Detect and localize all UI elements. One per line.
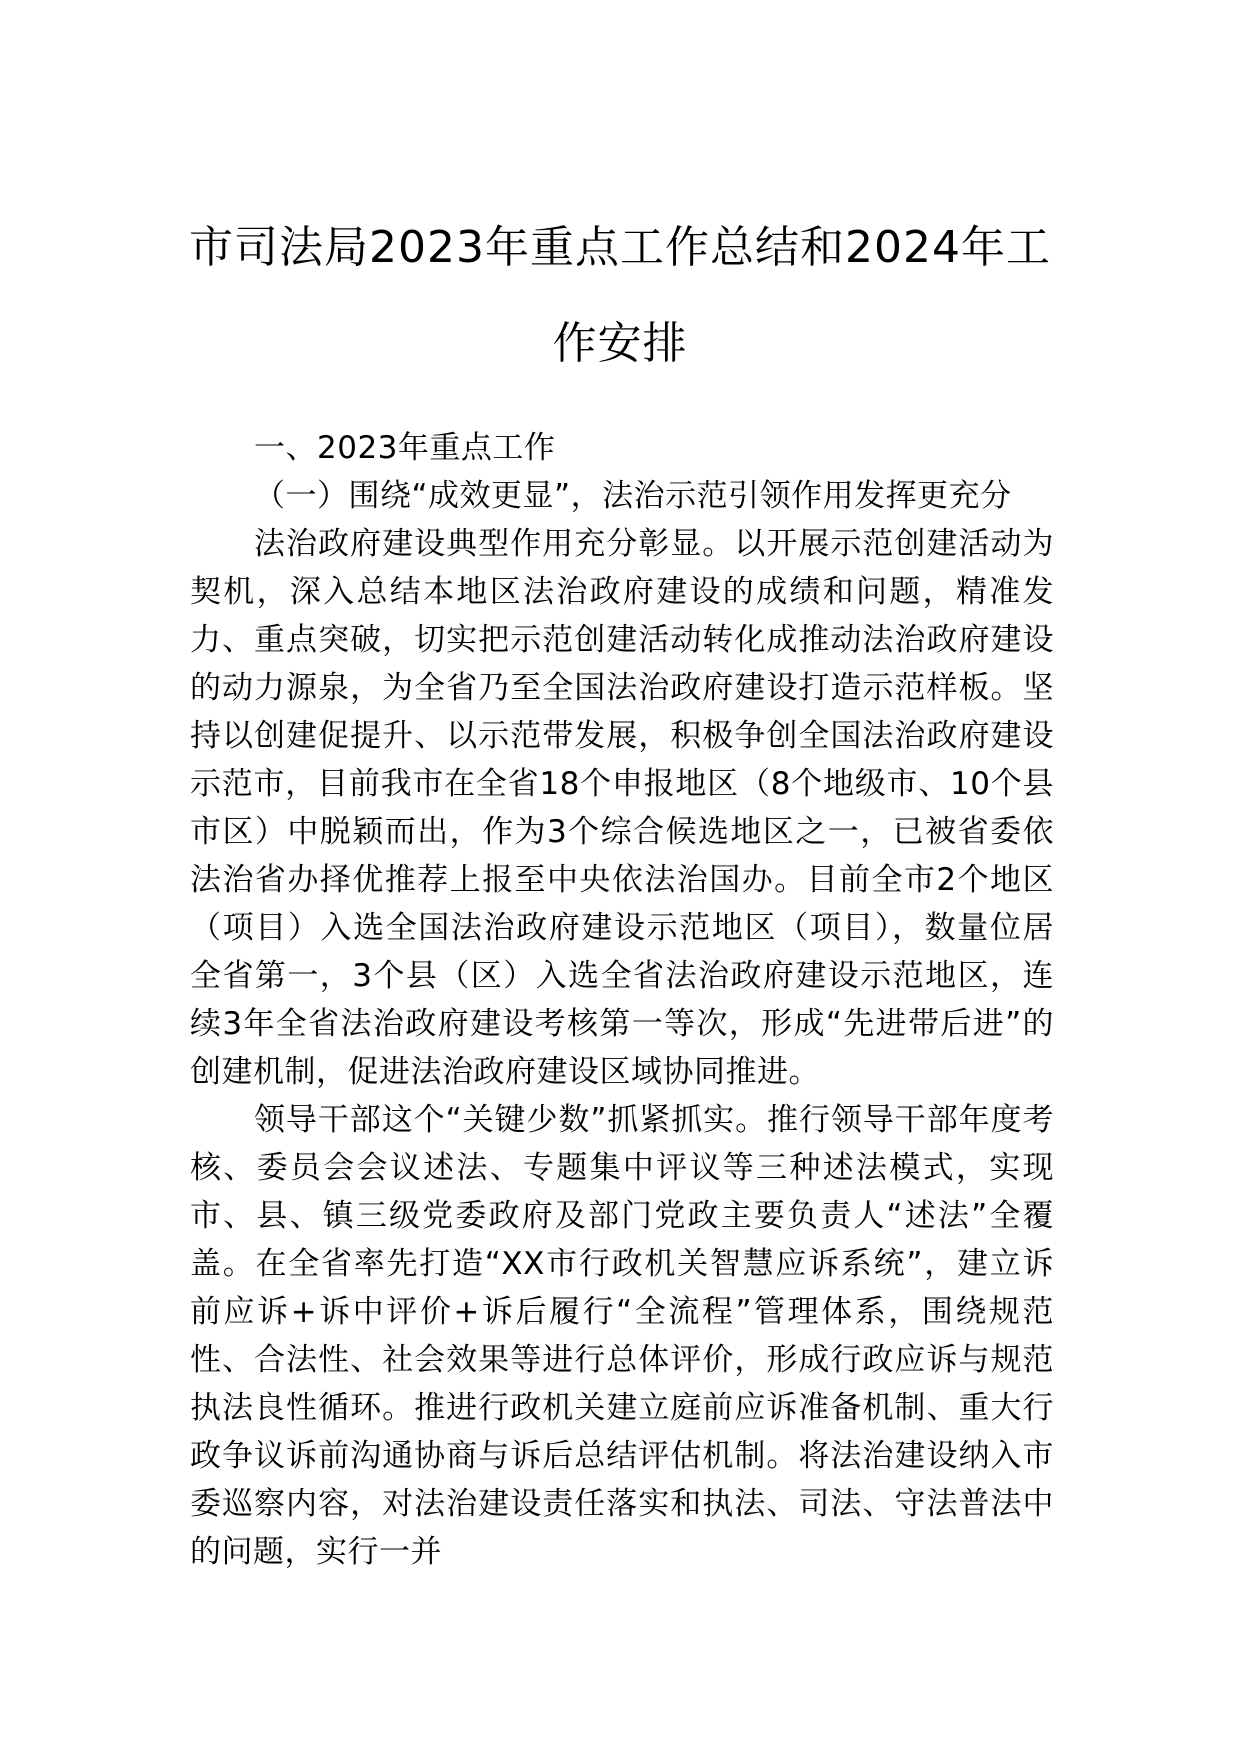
document-body [190,424,1054,1576]
body-paragraph: 领导干部这个“关键少数”抓紧抓实。推行领导干部年度考核、委员会会议述法、专题集中评议等三种述法模式，实现市、县、镇三级党委政府及部门党政主要负责人“述法”全覆盖。在全省率先打造“XX市行政机关智慧应诉系统”，建立诉前应诉+诉中评价+诉后履行“全流程”管理体系，围绕规范性、合法性、社会效果等进行总体评价，形成行政应诉与规范执法良性循环。推进行政机关建立庭前应诉准备机制、重大行政争议诉前沟通协商与诉后总结评估机制。将法治建设纳入市委巡察内容，对法治建设责任落实和执法、司法、守法普法中的问题，实行一并 [190,1102,1054,1570]
body-paragraph: 法治政府建设典型作用充分彰显。以开展示范创建活动为契机，深入总结本地区法治政府建设的成绩和问题，精准发力、重点突破，切实把示范创建活动转化成推动法治政府建设的动力源泉，为全省乃至全国法治政府建设打造示范样板。坚持以创建促提升、以示范带发展，积极争创全国法治政府建设示范市，目前我市在全省18个申报地区（8个地级市、10个县市区）中脱颖而出，作为3个综合候选地区之一，已被省委依法治省办择优推荐上报至中央依法治国办。目前全市2个地区（项目）入选全国法治政府建设示范地区（项目），数量位居全省第一，3个县（区）入选全省法治政府建设示范地区，连续3年全省法治政府建设考核第一等次，形成“先进带后进”的创建机制，促进法治政府建设区域协同推进。 [190,526,1054,1090]
title-line-1: 市司法局2023年重点工作总结和2024年工 [189,222,1051,273]
subsection-heading: （一）围绕“成效更显”，法治示范引领作用发挥更充分 [254,478,1012,514]
section-heading: 一、2023年重点工作 [254,430,556,466]
document-title [150,200,1090,392]
title-line-2: 作安排 [552,318,688,369]
